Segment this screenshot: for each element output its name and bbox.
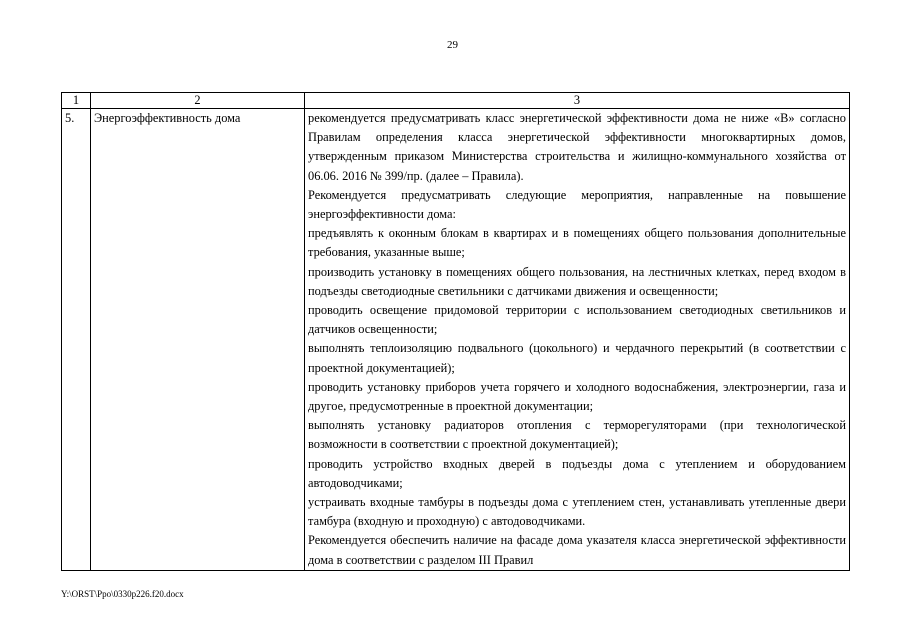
content-paragraph: предъявлять к оконным блокам в квартирах и в помещениях общего пользования дополнительные требования, указанные выше; bbox=[308, 226, 846, 260]
content-paragraph: выполнять установку радиаторов отопления с терморегуляторами (при технологической возможности в соответствии с проектной документацией); bbox=[308, 418, 846, 452]
content-paragraph: проводить устройство входных дверей в подъезды дома с утеплением и оборудованием автодоводчиками; bbox=[308, 456, 846, 490]
column-header-number: 1 bbox=[62, 93, 91, 109]
document-file-path: Y:\ORST\Ppo\0330p226.f20.docx bbox=[61, 589, 184, 599]
content-paragraph: выполнять теплоизоляцию подвального (цокольного) и чердачного перекрытий (в соответствии с проектной документацией); bbox=[308, 341, 846, 375]
content-paragraph: проводить освещение придомовой территории с использованием светодиодных светильников и датчиков освещенности; bbox=[308, 303, 846, 337]
column-header-content: 3 bbox=[305, 93, 850, 109]
content-paragraph: Рекомендуется обеспечить наличие на фасаде дома указателя класса энергетической эффективности дома в соответствии с разделом III Правил bbox=[308, 533, 846, 567]
content-paragraph: устраивать входные тамбуры в подъезды дома с утеплением стен, устанавливать утепленные двери тамбура (входную и проходную) с автодоводчиками. bbox=[308, 495, 846, 529]
page-number: 29 bbox=[447, 39, 458, 51]
table-header-row bbox=[62, 93, 850, 109]
row-name: Энергоэффективность дома bbox=[91, 109, 305, 571]
content-paragraph: проводить установку приборов учета горячего и холодного водоснабжения, электроэнергии, газа и другое, предусмотренные в проектной документации; bbox=[308, 379, 846, 414]
content-paragraph: производить установку в помещениях общего пользования, на лестничных клетках, перед входом в подъезды светодиодные светильники с датчиками движения и освещенности; bbox=[308, 264, 846, 298]
requirements-table bbox=[61, 92, 850, 571]
row-content bbox=[305, 109, 850, 571]
row-number: 5. bbox=[62, 109, 91, 571]
content-paragraph: рекомендуется предусматривать класс энергетической эффективности дома не ниже «В» согласно Правилам определения класса энергетической эффективности многоквартирных домов, утвержденным приказом Министерства строительства и жилищно-коммунального хозяйства от 06.06. 2016 № 399/пр. (далее – Правила). bbox=[308, 111, 846, 183]
table-row bbox=[62, 109, 850, 571]
column-header-name: 2 bbox=[91, 93, 305, 109]
content-paragraph: Рекомендуется предусматривать следующие мероприятия, направленные на повышение энергоэффективности дома: bbox=[308, 187, 846, 222]
